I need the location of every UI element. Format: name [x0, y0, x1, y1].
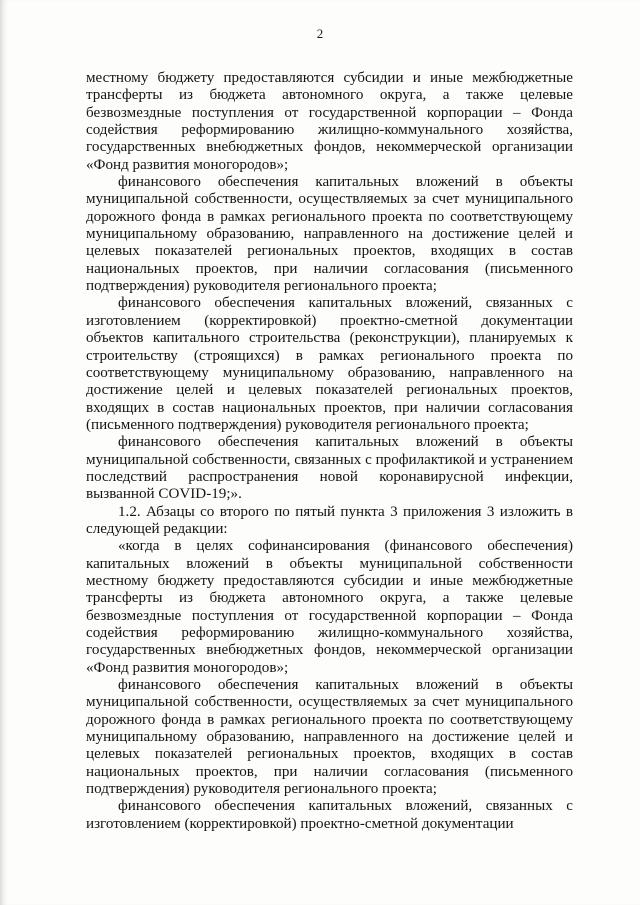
document-body — [86, 70, 573, 833]
paragraph-road-fund: финансового обеспечения капитальных вложений в объекты муниципальной собственности, осуществляемых за счет муниципального дорожного фонда в рамках регионального проекта по соответствующему муниципальному образованию, направленного на достижение целей и целевых показателей региональных проектов, входящих в состав национальных проектов, при наличии согласования (письменного подтверждения) руководителя регионального проекта; — [86, 174, 573, 295]
paragraph-quoted-cofinancing: «когда в целях софинансирования (финансового обеспечения) капитальных вложений в объекты муниципальной собственности местному бюджету предоставляются субсидии и иные межбюджетные трансферты из бюджета автономного округа, а также целевые безвозмездные поступления от государственной корпорации – Фонда содействия реформированию жилищно-коммунального хозяйства, государственных внебюджетных фондов, некоммерческой организации «Фонд развития моногородов»; — [86, 538, 573, 676]
paragraph-design-documentation: финансового обеспечения капитальных вложений, связанных с изготовлением (корректировкой) проектно-сметной документации объектов капитального строительства (реконструкции), планируемых к строительству (строящихся) в рамках регионального проекта по соответствующему муниципальному образованию, направленного на достижение целей и целевых показателей региональных проектов, входящих в состав национальных проектов, при наличии согласования (письменного подтверждения) руководителя регионального проекта; — [86, 295, 573, 433]
paragraph-quoted-road-fund: финансового обеспечения капитальных вложений в объекты муниципальной собственности, осуществляемых за счет муниципального дорожного фонда в рамках регионального проекта по соответствующему муниципальному образованию, направленного на достижение целей и целевых показателей региональных проектов, входящих в состав национальных проектов, при наличии согласования (письменного подтверждения) руководителя регионального проекта; — [86, 677, 573, 798]
paragraph-continued: местному бюджету предоставляются субсидии и иные межбюджетные трансферты из бюджета автономного округа, а также целевые безвозмездные поступления от государственной корпорации – Фонда содействия реформированию жилищно-коммунального хозяйства, государственных внебюджетных фондов, некоммерческой организации «Фонд развития моногородов»; — [86, 70, 573, 173]
paragraph-covid: финансового обеспечения капитальных вложений в объекты муниципальной собственности, связанных с профилактикой и устранением последствий распространения новой коронавирусной инфекции, вызванной COVID-19;». — [86, 434, 573, 503]
paragraph-quoted-design-documentation: финансового обеспечения капитальных вложений, связанных с изготовлением (корректировкой) проектно-сметной документации — [86, 798, 573, 832]
paragraph-amendment-1-2: 1.2. Абзацы со второго по пятый пункта 3 приложения 3 изложить в следующей редакции: — [86, 503, 573, 537]
page-number: 2 — [316, 26, 324, 41]
